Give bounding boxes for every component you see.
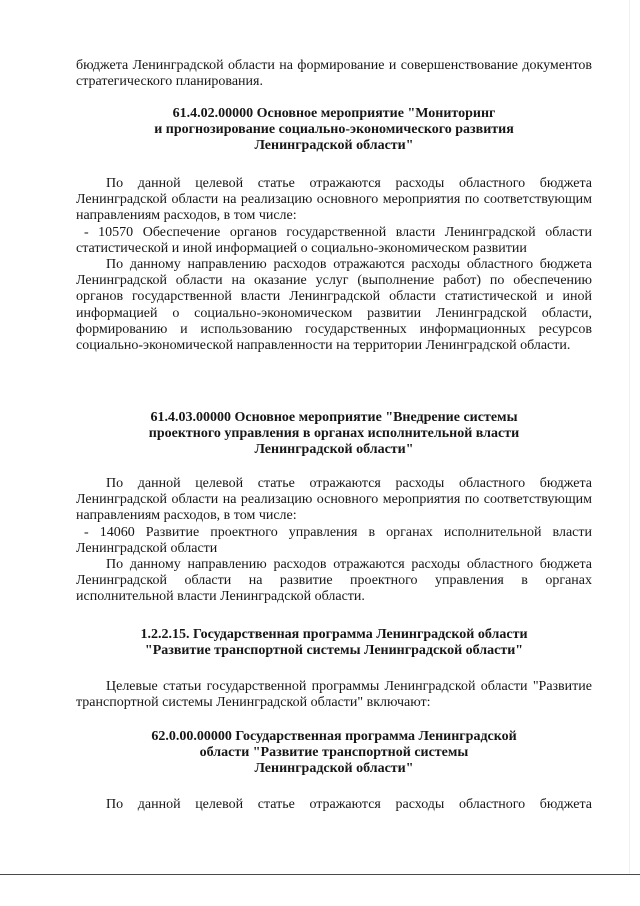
scan-edge-bottom [0, 874, 640, 906]
heading-line: 1.2.2.15. Государственная программа Ленинградской области [140, 627, 528, 642]
heading-61-4-02 [76, 106, 592, 154]
heading-1-2-2-15 [76, 627, 592, 659]
paragraph: По данному направлению расходов отражаются расходы областного бюджета Ленинградской области на развитие проектного управления в органах исполнительной власти Ленинградской области. [76, 557, 592, 605]
section-61-4-03-body [76, 476, 592, 606]
paragraph: Целевые статьи государственной программы Ленинградской области "Развитие транспортной системы Ленинградской области" включают: [76, 679, 592, 711]
section-62-0-body [76, 797, 592, 813]
heading-line: 61.4.02.00000 Основное мероприятие "Мониторинг [172, 106, 496, 121]
paragraph: По данной целевой статье отражаются расходы областного бюджета Ленинградской области на реализацию основного мероприятия по соответствующим направлениям расходов, в том числе: [76, 176, 592, 224]
list-item: - 14060 Развитие проектного управления в органах исполнительной власти Ленинградской области [76, 524, 592, 556]
scan-edge-right [629, 0, 640, 874]
intro-text: бюджета Ленинградской области на формирование и совершенствование документов стратегического планирования. [76, 58, 592, 90]
heading-62-0 [76, 729, 592, 777]
paragraph: По данной целевой статье отражаются расходы областного бюджета Ленинградской области на реализацию основного мероприятия по соответствующим направлениям расходов, в том числе: [76, 476, 592, 524]
heading-line: области "Развитие транспортной системы [199, 745, 469, 760]
heading-line: "Развитие транспортной системы Ленинградской области" [144, 643, 524, 658]
heading-61-4-03 [76, 410, 592, 458]
intro-paragraph [76, 58, 592, 90]
heading-line: 62.0.00.00000 Государственная программа Ленинградской [151, 729, 517, 744]
section-61-4-02-body [76, 176, 592, 354]
heading-line: Ленинградской области" [254, 761, 414, 776]
heading-line: проектного управления в органах исполнительной власти [148, 426, 520, 441]
paragraph: По данной целевой статье отражаются расходы областного бюджета [106, 797, 592, 812]
list-item: - 10570 Обеспечение органов государственной власти Ленинградской области статистической и иной информацией о социально-экономическом развитии [76, 224, 592, 256]
section-1-2-2-15-body [76, 679, 592, 711]
heading-line: Ленинградской области" [254, 138, 414, 153]
paragraph: По данному направлению расходов отражаются расходы областного бюджета Ленинградской области на оказание услуг (выполнение работ) по обеспечению органов государственной власти Ленинградской области статистической и иной информацией о социально-экономическом развитии Ленинградской области, формированию и использованию государственных информационных ресурсов социально-экономической направленности на территории Ленинградской области. [76, 257, 592, 354]
heading-line: и прогнозирование социально-экономического развития [154, 122, 514, 137]
heading-line: 61.4.03.00000 Основное мероприятие "Внедрение системы [150, 410, 518, 425]
heading-line: Ленинградской области" [254, 442, 414, 457]
